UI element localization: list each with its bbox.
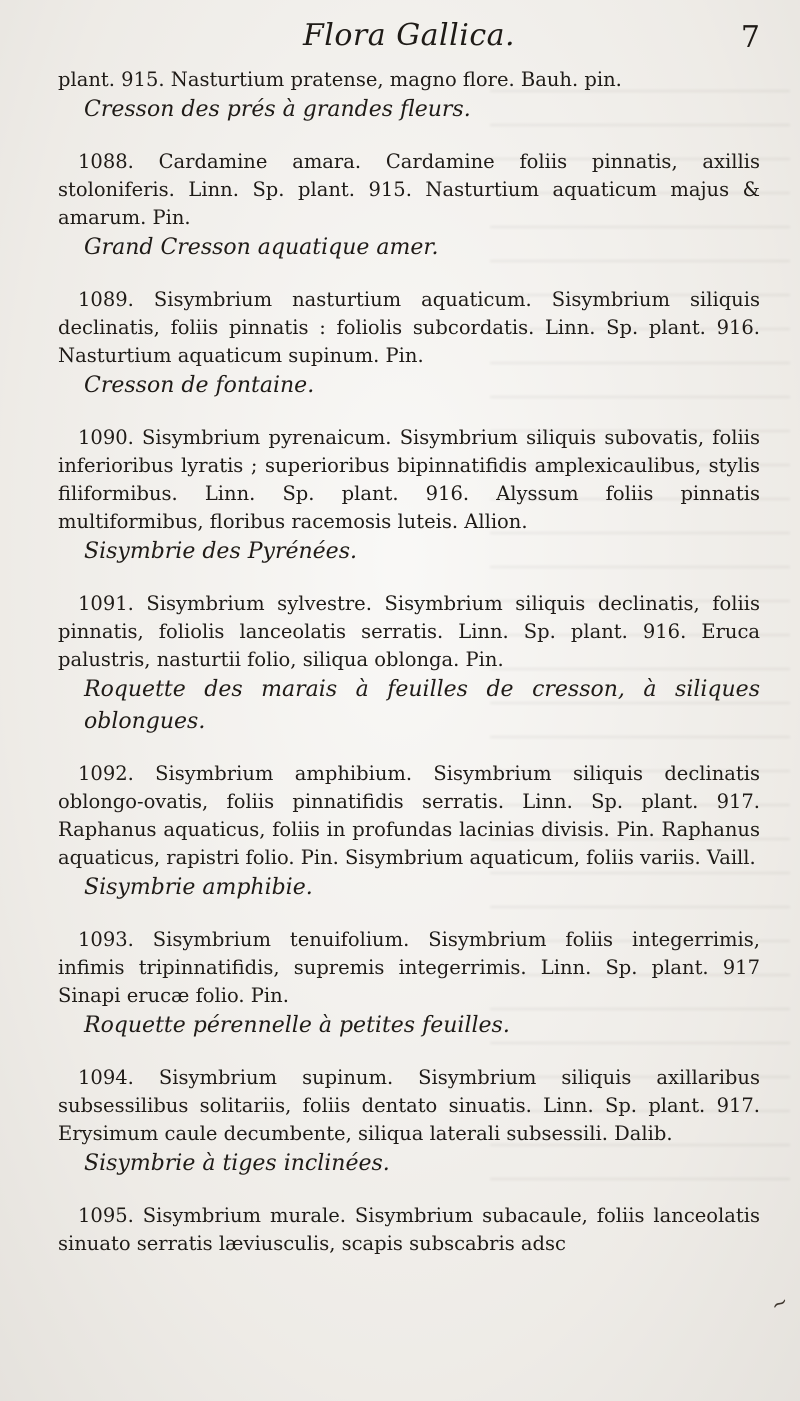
french-common-name: Sisymbrie à tiges inclinées.: [84, 1151, 390, 1176]
running-head: [58, 18, 760, 64]
latin-description: plant. 915. Nasturtium pratense, magno flore. Bauh. pin.: [58, 68, 622, 91]
species-entry: [58, 286, 760, 402]
latin-description: 1090. Sisymbrium pyrenaicum. Sisymbrium siliquis subovatis, foliis inferioribus lyratis ; superioribus bipinnatifidis amplexicaulibus, stylis filiformibus. Linn. Sp. plant. 916. Alyssum foliis pinnatis multiformibus, floribus racemosis luteis. Allion.: [58, 426, 760, 533]
french-common-name: Sisymbrie des Pyrénées.: [84, 539, 357, 564]
species-entry: [58, 148, 760, 264]
french-common-name: Grand Cresson aquatique amer.: [84, 235, 439, 260]
species-entry: [58, 424, 760, 568]
latin-description: 1094. Sisymbrium supinum. Sisymbrium siliquis axillaribus subsessilibus solitariis, foliis dentato sinuatis. Linn. Sp. plant. 917. Erysimum caule decumbente, siliqua laterali subsessili. Dalib.: [58, 1066, 760, 1145]
latin-description: 1088. Cardamine amara. Cardamine foliis pinnatis, axillis stoloniferis. Linn. Sp. plant. 915. Nasturtium aquaticum majus & amarum. Pin.: [58, 150, 760, 229]
latin-description: 1089. Sisymbrium nasturtium aquaticum. Sisymbrium siliquis declinatis, foliis pinnatis : foliolis subcordatis. Linn. Sp. plant. 916. Nasturtium aquaticum supinum. Pin.: [58, 288, 760, 367]
species-entry: [58, 760, 760, 904]
french-common-name: Sisymbrie amphibie.: [84, 875, 313, 900]
french-common-name: Roquette pérennelle à petites feuilles.: [84, 1013, 510, 1038]
french-common-name: Cresson des prés à grandes fleurs.: [84, 97, 471, 122]
species-entry: [58, 1202, 760, 1258]
latin-description: 1093. Sisymbrium tenuifolium. Sisymbrium foliis integerrimis, infimis tripinnatifidis, supremis integerrimis. Linn. Sp. plant. 917 Sinapi erucæ folio. Pin.: [58, 928, 760, 1007]
entry-list: [58, 66, 760, 1258]
running-title: Flora Gallica.: [302, 18, 516, 53]
page-number: 7: [740, 20, 760, 55]
latin-description: 1091. Sisymbrium sylvestre. Sisymbrium siliquis declinatis, foliis pinnatis, foliolis lanceolatis serratis. Linn. Sp. plant. 916. Eruca palustris, nasturtii folio, siliqua oblonga. Pin.: [58, 592, 760, 671]
page-corner-mark: ~: [766, 1288, 793, 1318]
french-common-name: Cresson de fontaine.: [84, 373, 315, 398]
species-entry: [58, 1064, 760, 1180]
species-entry: [58, 66, 760, 126]
french-common-name: Roquette des marais à feuilles de cresson, à siliques oblongues.: [84, 677, 760, 734]
species-entry: [58, 590, 760, 738]
species-entry: [58, 926, 760, 1042]
latin-description: 1095. Sisymbrium murale. Sisymbrium subacaule, foliis lanceolatis sinuato serratis læviusculis, scapis subscabris adsc: [58, 1204, 760, 1255]
latin-description: 1092. Sisymbrium amphibium. Sisymbrium siliquis declinatis oblongo-ovatis, foliis pinnatifidis serratis. Linn. Sp. plant. 917. Raphanus aquaticus, foliis in profundas lacinias divisis. Pin. Raphanus aquaticus, rapistri folio. Pin. Sisymbrium aquaticum, foliis variis. Vaill.: [58, 762, 760, 869]
